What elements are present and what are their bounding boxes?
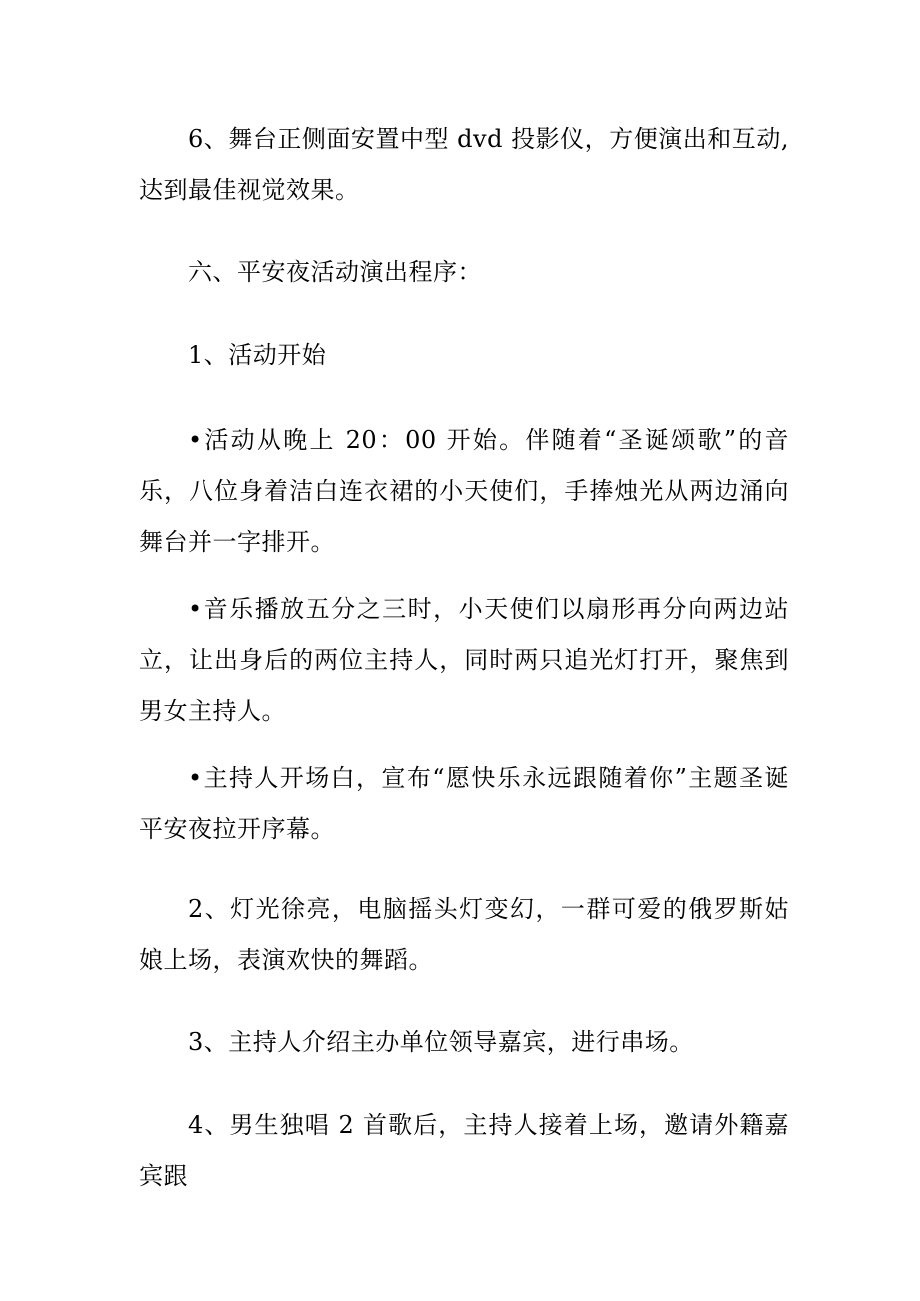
paragraph-projector-setup: 6、舞台正侧面安置中型 dvd 投影仪，方便演出和互动,达到最佳视觉效果。 [139,125,789,204]
paragraph-male-solo: 4、男生独唱 2 首歌后，主持人接着上场，邀请外籍嘉宾跟 [139,1111,789,1190]
bullet-hosts-revealed: •音乐播放五分之三时，小天使们以扇形再分向两边站立，让出身后的两位主持人，同时两只追光灯打开，聚焦到男女主持人。 [139,595,789,725]
bullet-host-opening: •主持人开场白，宣布“愿快乐永远跟随着你”主题圣诞平安夜拉开序幕。 [139,764,789,843]
paragraph-russian-dance: 2、灯光徐亮，电脑摇头灯变幻，一群可爱的俄罗斯姑娘上场，表演欢快的舞蹈。 [139,895,789,974]
section-heading-program: 六、平安夜活动演出程序： [188,258,482,286]
bullet-opening-angels: •活动从晚上 20：00 开始。伴随着“圣诞颂歌”的音乐，八位身着洁白连衣裙的小天使们，手捧烛光从两边涌向舞台并一字排开。 [139,426,789,556]
paragraph-introduce-guests: 3、主持人介绍主办单位领导嘉宾，进行串场。 [188,1028,694,1056]
paragraph-activity-start: 1、活动开始 [188,341,327,369]
